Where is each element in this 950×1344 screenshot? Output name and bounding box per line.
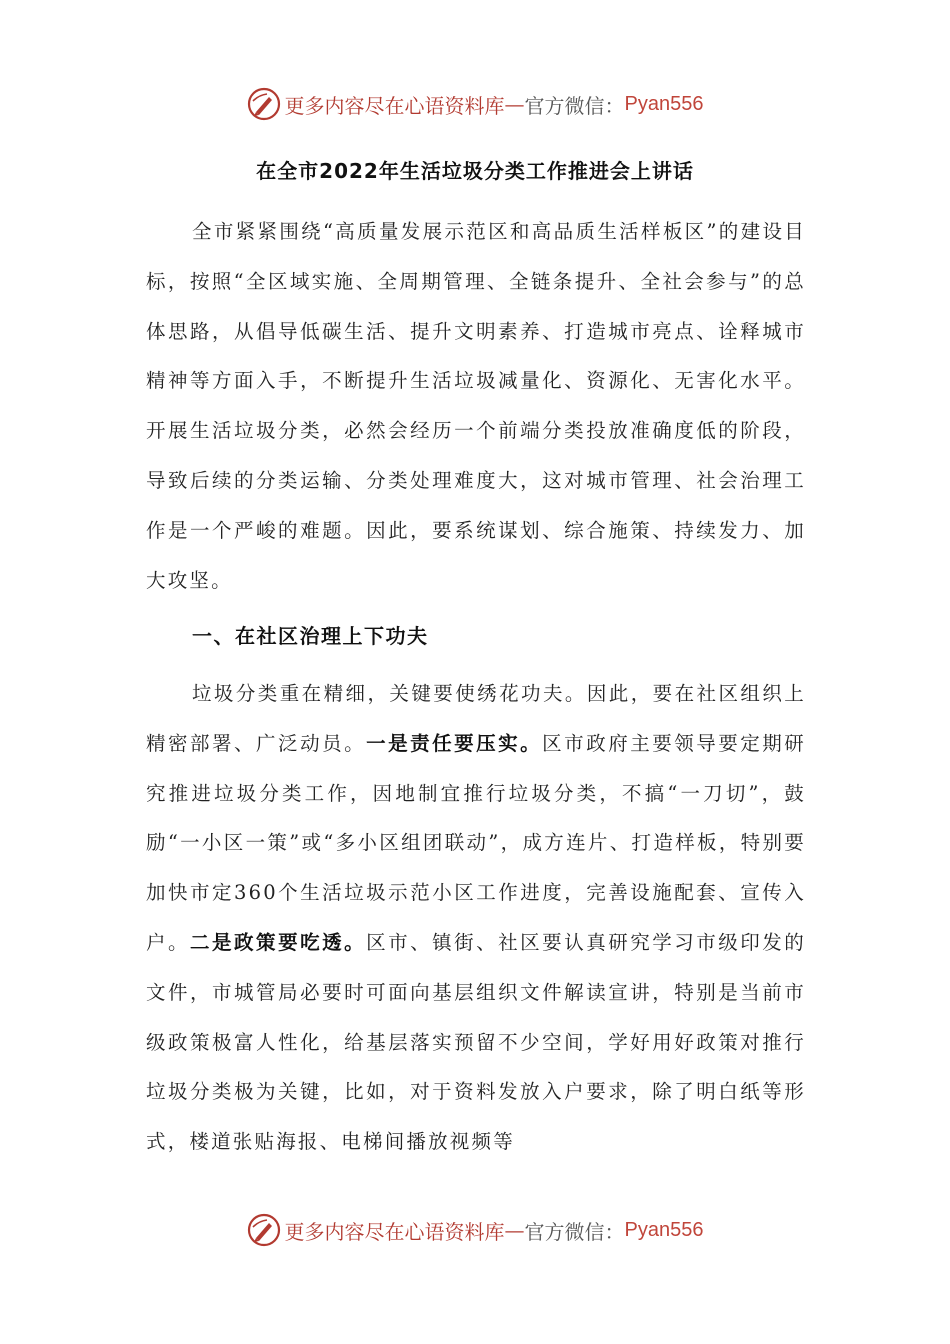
paragraph-text-run: 垃圾分类重在精细，关键要使绣花功夫。因此，要在社区组织上精密部署、广泛动员。 (146, 682, 806, 755)
pen-logo-icon (247, 87, 281, 121)
pen-logo-icon (247, 1213, 281, 1247)
watermark-separator: — (504, 92, 525, 116)
paragraph-text-run: 区市、镇街、社区要认真研究学习市级印发的文件，市城管局必要时可面向基层组织文件解读宣讲，特别是当前市级政策极富人性化，给基层落实预留不少空间，学好用好政策对推行垃圾分类极为关键，比如，对于资料发放入户要求，除了明白纸等形式，楼道张贴海报、电梯间播放视频等 (146, 930, 806, 1154)
watermark-wechat-id: Pyan556 (624, 92, 704, 115)
watermark-wechat-label: 官方微信： (524, 1219, 625, 1244)
section-paragraph (146, 669, 806, 1167)
intro-paragraph: 全市紧紧围绕“高质量发展示范区和高品质生活样板区”的建设目标，按照“全区域实施、全周期管理、全链条提升、全社会参与”的总体思路，从倡导低碳生活、提升文明素养、打造城市亮点、诠释城市精神等方面入手，不断提升生活垃圾减量化、资源化、无害化水平。开展生活垃圾分类，必然会经历一个前端分类投放准确度低的阶段，导致后续的分类运输、分类处理难度大，这对城市管理、社会治理工作是一个严峻的难题。因此，要系统谋划、综合施策、持续发力、加大攻坚。 (146, 220, 806, 592)
watermark-banner-bottom (0, 1208, 950, 1252)
watermark-banner-top (0, 82, 950, 126)
bold-point-one: 一是责任要压实。 (366, 731, 543, 755)
bold-point-two: 二是政策要吃透。 (190, 930, 367, 954)
watermark-wechat-id: Pyan556 (624, 1218, 704, 1241)
watermark-wechat-label: 官方微信： (524, 93, 625, 118)
section-heading: 一、在社区治理上下功夫 (192, 624, 429, 648)
watermark-site-name: 更多内容尽在心语资料库 (284, 93, 505, 118)
watermark-site-name: 更多内容尽在心语资料库 (284, 1219, 505, 1244)
watermark-separator: — (504, 1218, 525, 1242)
document-title: 在全市2022年生活垃圾分类工作推进会上讲话 (256, 159, 694, 183)
paragraph-text-run: 区市政府主要领导要定期研究推进垃圾分类工作，因地制宜推行垃圾分类，不搞“一刀切”，鼓励“一小区一策”或“多小区组团联动”，成方连片、打造样板，特别要加快市定360个生活垃圾示范小区工作进度，完善设施配套、宣传入户。 (146, 731, 806, 954)
